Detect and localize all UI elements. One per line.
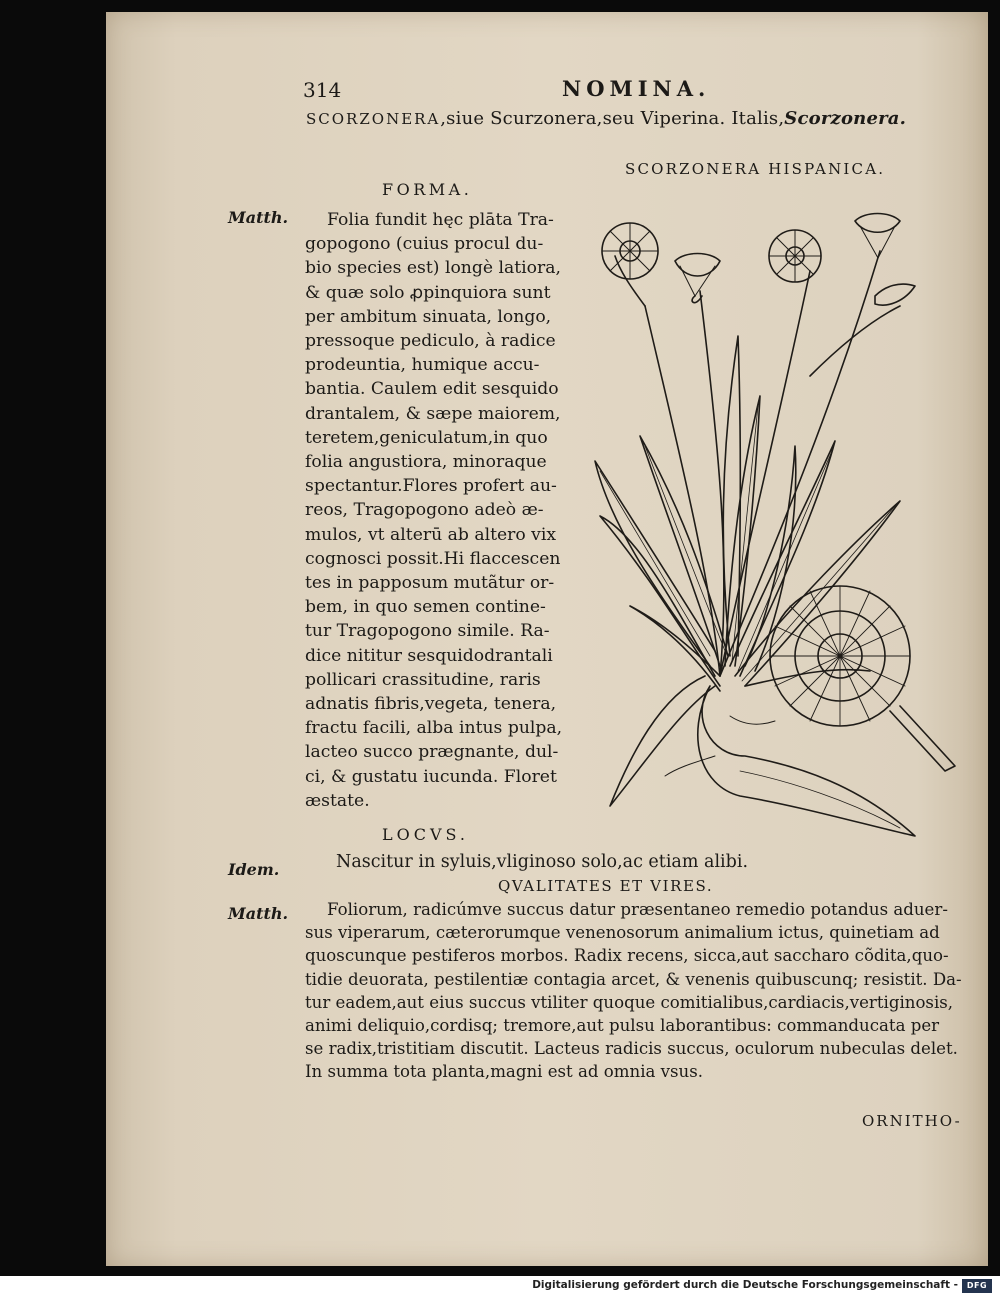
- qualitates-line: se radix,tristitiam discutit. Lacteus radicis succus, oculorum nubeculas delet.: [305, 1039, 958, 1059]
- running-head: NOMINA.: [562, 76, 711, 101]
- qualitates-line: tidie deuorata, pestilentiæ contagia arcet, & venenis quibuscunq; resistit. Da-: [305, 969, 962, 989]
- forma-line: pollicari crassitudine, raris: [305, 669, 541, 690]
- plant-title-line: [306, 108, 906, 129]
- footer-bar: [0, 1276, 1000, 1297]
- page-number: 314: [303, 78, 342, 102]
- forma-line: mulos, vt alterū ab altero vix: [305, 524, 557, 545]
- side-note-matth-2: Matth.: [228, 904, 289, 923]
- forma-line: prodeuntia, humique accu-: [305, 355, 540, 376]
- forma-line: gopogono (cuius procul du-: [305, 234, 544, 255]
- forma-line: lacteo succo prægnante, dul-: [305, 742, 559, 763]
- forma-line: folia angustiora, minoraque: [305, 452, 547, 473]
- forma-text-column: [305, 208, 565, 813]
- forma-line: per ambitum sinuata, longo,: [305, 306, 552, 327]
- qualitates-line: animi deliquio,cordisq; tremore,aut pulsu laborantibus: commanducata per: [305, 1016, 940, 1036]
- qualitates-line: Foliorum, radicúmve succus datur præsentaneo remedio potandus aduer-: [327, 900, 948, 919]
- forma-line: ci, & gustatu iucunda. Floret: [305, 766, 557, 787]
- dfg-logo-icon: DFG: [962, 1279, 992, 1293]
- side-note-matth-1: Matth.: [228, 208, 289, 227]
- forma-line: bio species est) longè latiora,: [305, 258, 561, 279]
- forma-line: cognosci possit.Hi flaccescen: [305, 548, 561, 569]
- heading-forma: FORMA.: [382, 180, 473, 199]
- forma-line: spectantur.Flores profert au-: [305, 476, 557, 497]
- forma-line: tur Tragopogono simile. Ra-: [305, 621, 550, 642]
- forma-line: dice nititur sesquidodrantali: [305, 645, 553, 666]
- forma-line: bem, in quo semen contine-: [305, 597, 546, 618]
- forma-line: Folia fundit hęc plāta Tra-: [327, 210, 554, 230]
- qualitates-line: quoscunque pestiferos morbos. Radix recens, sicca,aut saccharo cõdita,quo-: [305, 946, 949, 966]
- forma-line: adnatis fibris,vegeta, tenera,: [305, 694, 557, 715]
- forma-line: drantalem, & sæpe maiorem,: [305, 403, 561, 424]
- footer-credit: Digitalisierung gefördert durch die Deutsche Forschungsgemeinschaft -: [532, 1279, 958, 1291]
- qualitates-line: In summa tota planta,magni est ad omnia vsus.: [305, 1062, 704, 1082]
- qualitates-line: tur eadem,aut eius succus vtiliter quoque comitialibus,cardiacis,vertiginosis,: [305, 992, 954, 1012]
- forma-line: fractu facili, alba intus pulpa,: [305, 718, 563, 739]
- heading-qualitates: QVALITATES ET VIRES.: [498, 877, 714, 895]
- qualitates-line: sus viperarum, cæterorumque venenosorum animalium ictus, quinetiam ad: [305, 923, 940, 943]
- forma-line: tes in papposum mutãtur or-: [305, 573, 555, 594]
- forma-line: reos, Tragopogono adeò æ-: [305, 500, 544, 521]
- forma-line: pressoque pediculo, à radice: [305, 331, 556, 352]
- side-note-idem: Idem.: [228, 860, 280, 879]
- forma-line: & quæ solo ꝓpinquiora sunt: [305, 282, 551, 303]
- locus-text: Nascitur in syluis,vliginoso solo,ac etiam alibi.: [336, 852, 749, 872]
- title-lead: SCORZONERA: [306, 110, 441, 128]
- forma-line: æstate.: [305, 790, 370, 811]
- forma-line: teretem,geniculatum,in quo: [305, 427, 548, 448]
- forma-line: bantia. Caulem edit sesquido: [305, 379, 559, 400]
- figure-caption: SCORZONERA HISPANICA.: [625, 160, 886, 178]
- heading-locus: LOCVS.: [382, 825, 470, 844]
- qualitates-text-block: [305, 898, 975, 1084]
- title-italic: Scorzonera.: [784, 108, 907, 129]
- catchword: ORNITHO-: [862, 1112, 962, 1130]
- title-rest: ,siue Scurzonera,seu Viperina. Italis,: [440, 108, 785, 129]
- scorzonera-woodcut-illustration: [570, 196, 970, 846]
